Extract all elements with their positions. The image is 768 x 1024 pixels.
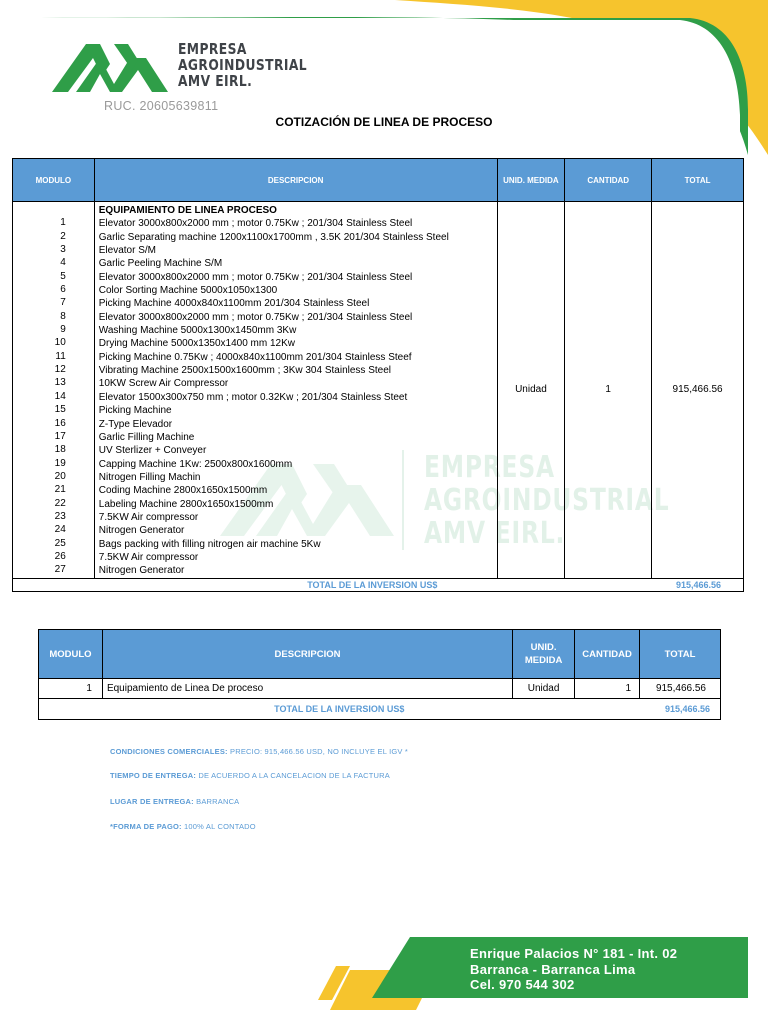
equipment-description: Picking Machine [98, 405, 172, 417]
company-name-line: AMV EIRL. [178, 72, 253, 90]
equipment-description: Picking Machine 4000x840x1100mm 201/304 Stainless Steel [98, 298, 370, 310]
investment-total-row [39, 699, 721, 720]
condition-label: *FORMA DE PAGO: [110, 822, 182, 831]
equipment-description: Garlic Peeling Machine S/M [98, 258, 223, 270]
delivery-time [110, 771, 390, 780]
header-cantidad: CANTIDAD [565, 159, 652, 202]
investment-total-value: 915,466.56 [652, 578, 744, 591]
module-number: 21 [54, 484, 66, 496]
module-number: 26 [54, 550, 66, 562]
equipment-description: 7.5KW Air compressor [98, 551, 199, 563]
module-number: 12 [54, 364, 66, 376]
table-header-row [39, 630, 721, 679]
descripcion-cell: Equipamiento de Linea De proceso [102, 679, 512, 699]
equipment-description: Elevator S/M [98, 245, 157, 257]
equipment-description: Color Sorting Machine 5000x1050x1300 [98, 285, 278, 297]
condition-label: LUGAR DE ENTREGA: [110, 797, 194, 806]
condition-value: 100% AL CONTADO [181, 822, 256, 831]
delivery-place [110, 797, 239, 806]
module-number: 7 [60, 297, 66, 309]
module-number: 15 [54, 404, 66, 416]
equipment-description: Capping Machine 1Kw: 2500x800x1600mm [98, 458, 293, 470]
table-row [13, 202, 744, 579]
watermark-line: AMV EIRL. [424, 516, 566, 551]
header-descripcion: DESCRIPCION [94, 159, 497, 202]
module-number: 13 [54, 377, 66, 389]
equipment-description: UV Sterlizer + Conveyer [98, 445, 207, 457]
module-number: 25 [54, 537, 66, 549]
investment-total-value: 915,466.56 [640, 699, 721, 720]
module-number: 9 [60, 324, 66, 336]
module-number: 23 [54, 510, 66, 522]
payment-method [110, 822, 256, 831]
equipment-description: Elevator 3000x800x2000 mm ; motor 0.75Kw ; 201/304 Stainless Steel [98, 271, 413, 283]
total-cell: 915,466.56 [652, 202, 744, 579]
module-number: 3 [60, 244, 66, 256]
module-numbers [13, 202, 95, 579]
equipment-description: Elevator 3000x800x2000 mm ; motor 0.75Kw ; 201/304 Stainless Steel [98, 218, 413, 230]
equipment-description: Nitrogen Filling Machin [98, 471, 201, 483]
unit-cell: Unidad [513, 679, 575, 699]
header-unid-medida: UNID. MEDIDA [513, 630, 575, 679]
equipment-description: Vibrating Machine 2500x1500x1600mm ; 3Kw 304 Stainless Steel [98, 365, 391, 377]
equipment-description: 7.5KW Air compressor [98, 511, 199, 523]
company-logo-icon [52, 40, 172, 96]
module-number: 2 [60, 230, 66, 242]
company-ruc: RUC. 20605639811 [104, 99, 219, 113]
table-row [39, 679, 721, 699]
equipment-description: 10KW Screw Air Compressor [98, 378, 229, 390]
equipment-description: Labeling Machine 2800x1650x1500mm [98, 498, 274, 510]
equipment-description: Elevator 3000x800x2000 mm ; motor 0.75Kw ; 201/304 Stainless Steel [98, 311, 413, 323]
company-name [178, 42, 307, 90]
module-number: 22 [54, 497, 66, 509]
total-cell: 915,466.56 [640, 679, 721, 699]
condition-label: CONDICIONES COMERCIALES: [110, 747, 228, 756]
module-number-blank [13, 203, 66, 216]
condition-value: BARRANCA [193, 797, 240, 806]
phone-line: Cel. 970 544 302 [470, 977, 575, 992]
watermark-line: AGROINDUSTRIAL [424, 483, 670, 518]
module-number: 18 [54, 444, 66, 456]
module-number: 8 [60, 310, 66, 322]
process-line-table [12, 158, 744, 592]
address-line: Barranca - Barranca Lima [470, 961, 636, 977]
company-name-line: EMPRESA [178, 40, 247, 58]
investment-total-row [13, 578, 744, 591]
header-total: TOTAL [640, 630, 721, 679]
equipment-description: Coding Machine 2800x1650x1500mm [98, 485, 268, 497]
module-number: 11 [55, 350, 66, 362]
header-cantidad: CANTIDAD [575, 630, 640, 679]
document-title: COTIZACIÓN DE LINEA DE PROCESO [275, 115, 493, 129]
equipment-description: Washing Machine 5000x1300x1450mm 3Kw [98, 325, 297, 337]
module-number: 6 [60, 284, 66, 296]
module-number: 20 [54, 470, 66, 482]
equipment-description: Drying Machine 5000x1350x1400 mm 12Kw [98, 338, 295, 350]
address-line: Enrique Palacios N° 181 - Int. 02 [470, 946, 678, 961]
header-modulo: MODULO [39, 630, 103, 679]
module-number: 10 [54, 337, 66, 349]
equipment-group-title: EQUIPAMIENTO DE LINEA PROCESO [98, 205, 277, 216]
condition-value: PRECIO: 915,466.56 USD, NO INCLUYE EL IGV * [227, 747, 408, 756]
condition-label: TIEMPO DE ENTREGA: [110, 771, 197, 780]
equipment-description: Garlic Filling Machine [98, 431, 195, 443]
quantity-cell: 1 [575, 679, 640, 699]
header-modulo: MODULO [13, 159, 95, 202]
watermark-line: EMPRESA [424, 450, 555, 485]
equipment-description: Elevator 1500x300x750 mm ; motor 0.32Kw ; 201/304 Stainless Steet [98, 391, 408, 403]
equipment-description: Bags packing with filling nitrogen air machine 5Kw [98, 538, 321, 550]
module-number: 14 [54, 390, 66, 402]
module-number: 5 [60, 270, 66, 282]
company-name-line: AGROINDUSTRIAL [178, 56, 308, 74]
unit-cell: Unidad [497, 202, 565, 579]
header-total: TOTAL [652, 159, 744, 202]
equipment-description: Garlic Separating machine 1200x1100x1700mm , 3.5K 201/304 Stainless Steel [98, 231, 449, 243]
table-header-row [13, 159, 744, 202]
module-number: 17 [54, 430, 66, 442]
equipment-description: Picking Machine 0.75Kw ; 4000x840x1100mm 201/304 Stainless Steef [98, 351, 412, 363]
header-descripcion: DESCRIPCION [102, 630, 512, 679]
summary-table [38, 629, 721, 720]
investment-total-label: TOTAL DE LA INVERSION US$ [39, 699, 640, 720]
investment-total-label: TOTAL DE LA INVERSION US$ [13, 578, 652, 591]
quantity-cell: 1 [565, 202, 652, 579]
module-number: 24 [54, 524, 66, 536]
equipment-description: Nitrogen Generator [98, 565, 185, 577]
module-number: 1 [60, 217, 66, 229]
header-unid-medida: UNID. MEDIDA [497, 159, 565, 202]
equipment-descriptions [94, 202, 497, 579]
condition-value: DE ACUERDO A LA CANCELACION DE LA FACTURA [196, 771, 390, 780]
module-number: 27 [54, 564, 66, 576]
modulo-cell: 1 [39, 679, 103, 699]
module-number: 4 [60, 257, 66, 269]
equipment-description: Z-Type Elevador [98, 418, 173, 430]
equipment-description: Nitrogen Generator [98, 525, 185, 537]
module-number: 16 [54, 417, 66, 429]
module-number: 19 [54, 457, 66, 469]
commercial-conditions [110, 747, 408, 756]
company-address [470, 946, 677, 993]
